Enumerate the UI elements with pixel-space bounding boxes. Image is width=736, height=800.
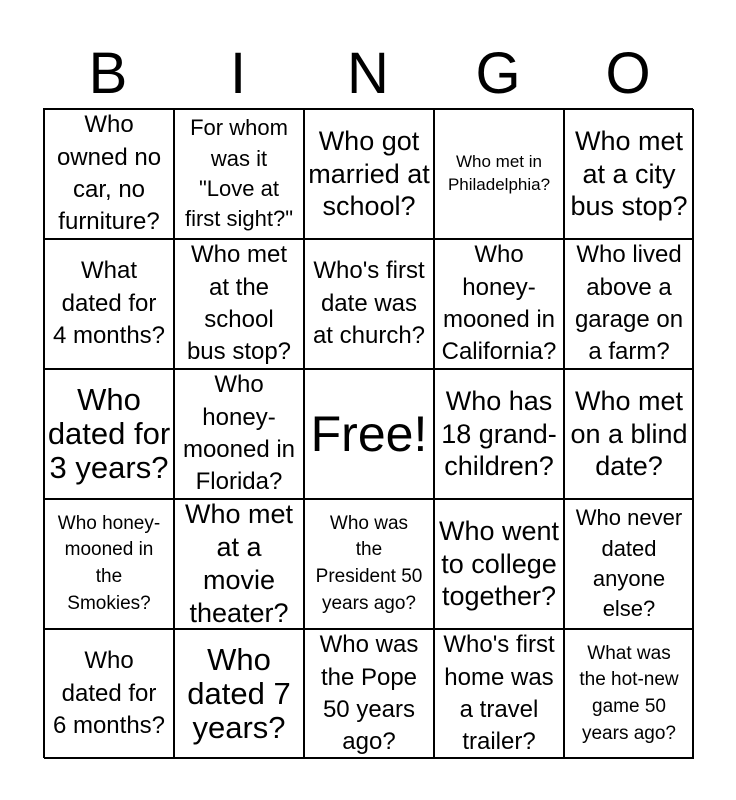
bingo-cell-r5c1[interactable] bbox=[44, 629, 174, 759]
cell-text: Who dated for 6 months? bbox=[52, 647, 166, 740]
bingo-cell-r3c5[interactable] bbox=[564, 369, 694, 499]
cell-text: Who met at the school bus stop? bbox=[186, 241, 292, 366]
bingo-cell-r4c1[interactable] bbox=[44, 499, 174, 629]
bingo-cell-r1c5[interactable] bbox=[564, 109, 694, 239]
free-space-text: Free! bbox=[310, 406, 428, 462]
bingo-cell-r1c3[interactable] bbox=[304, 109, 434, 239]
cell-text: What dated for 4 months? bbox=[52, 257, 166, 350]
bingo-cell-r5c3[interactable] bbox=[304, 629, 434, 759]
bingo-cell-r1c2[interactable] bbox=[174, 109, 304, 239]
cell-text: Who honey- mooned in the Smokies? bbox=[57, 512, 161, 614]
bingo-cell-r4c3[interactable] bbox=[304, 499, 434, 629]
bingo-cell-r5c2[interactable] bbox=[174, 629, 304, 759]
header-letter-o: O bbox=[605, 41, 651, 106]
cell-text: Who's first date was at church? bbox=[312, 257, 426, 350]
header-letter-n: N bbox=[347, 41, 389, 106]
cell-text: For whom was it "Love at first sight?" bbox=[184, 115, 294, 232]
bingo-cell-r2c2[interactable] bbox=[174, 239, 304, 369]
bingo-cell-r3c4[interactable] bbox=[434, 369, 564, 499]
cell-text: Who dated 7 years? bbox=[187, 641, 291, 746]
cell-text: What was the hot-new game 50 years ago? bbox=[579, 642, 679, 744]
cell-text: Who got married at school? bbox=[308, 125, 430, 222]
bingo-cell-free[interactable] bbox=[304, 369, 434, 499]
cell-text: Who dated for 3 years? bbox=[47, 381, 171, 486]
bingo-cell-r4c4[interactable] bbox=[434, 499, 564, 629]
bingo-cell-r5c5[interactable] bbox=[564, 629, 694, 759]
cell-text: Who went to college together? bbox=[438, 515, 560, 612]
cell-text: Who met on a blind date? bbox=[570, 385, 688, 482]
bingo-header bbox=[43, 40, 693, 108]
cell-text: Who honey- mooned in California? bbox=[441, 241, 557, 366]
bingo-cell-r1c4[interactable] bbox=[434, 109, 564, 239]
bingo-cell-r4c2[interactable] bbox=[174, 499, 304, 629]
cell-text: Who met at a city bus stop? bbox=[570, 125, 688, 222]
cell-text: Who was the Pope 50 years ago? bbox=[319, 631, 419, 756]
header-letter-i: I bbox=[229, 41, 247, 106]
cell-text: Who was the President 50 years ago? bbox=[315, 512, 423, 614]
bingo-cell-r3c1[interactable] bbox=[44, 369, 174, 499]
bingo-board bbox=[43, 108, 693, 758]
bingo-cell-r2c4[interactable] bbox=[434, 239, 564, 369]
bingo-cell-r1c1[interactable] bbox=[44, 109, 174, 239]
cell-text: Who lived above a garage on a farm? bbox=[574, 241, 684, 366]
header-letter-g: G bbox=[475, 41, 521, 106]
header-letter-b: B bbox=[88, 41, 128, 106]
cell-text: Who honey- mooned in Florida? bbox=[182, 371, 296, 496]
bingo-cell-r2c3[interactable] bbox=[304, 239, 434, 369]
cell-text: Who has 18 grand- children? bbox=[441, 385, 557, 482]
bingo-cell-r5c4[interactable] bbox=[434, 629, 564, 759]
bingo-cell-r2c1[interactable] bbox=[44, 239, 174, 369]
cell-text: Who owned no car, no furniture? bbox=[56, 111, 162, 236]
cell-text: Who met at a movie theater? bbox=[184, 499, 294, 628]
bingo-cell-r4c5[interactable] bbox=[564, 499, 694, 629]
cell-text: Who never dated anyone else? bbox=[575, 505, 683, 622]
cell-text: Who's first home was a travel trailer? bbox=[443, 631, 555, 756]
bingo-cell-r2c5[interactable] bbox=[564, 239, 694, 369]
bingo-cell-r3c2[interactable] bbox=[174, 369, 304, 499]
cell-text: Who met in Philadelphia? bbox=[447, 152, 551, 194]
